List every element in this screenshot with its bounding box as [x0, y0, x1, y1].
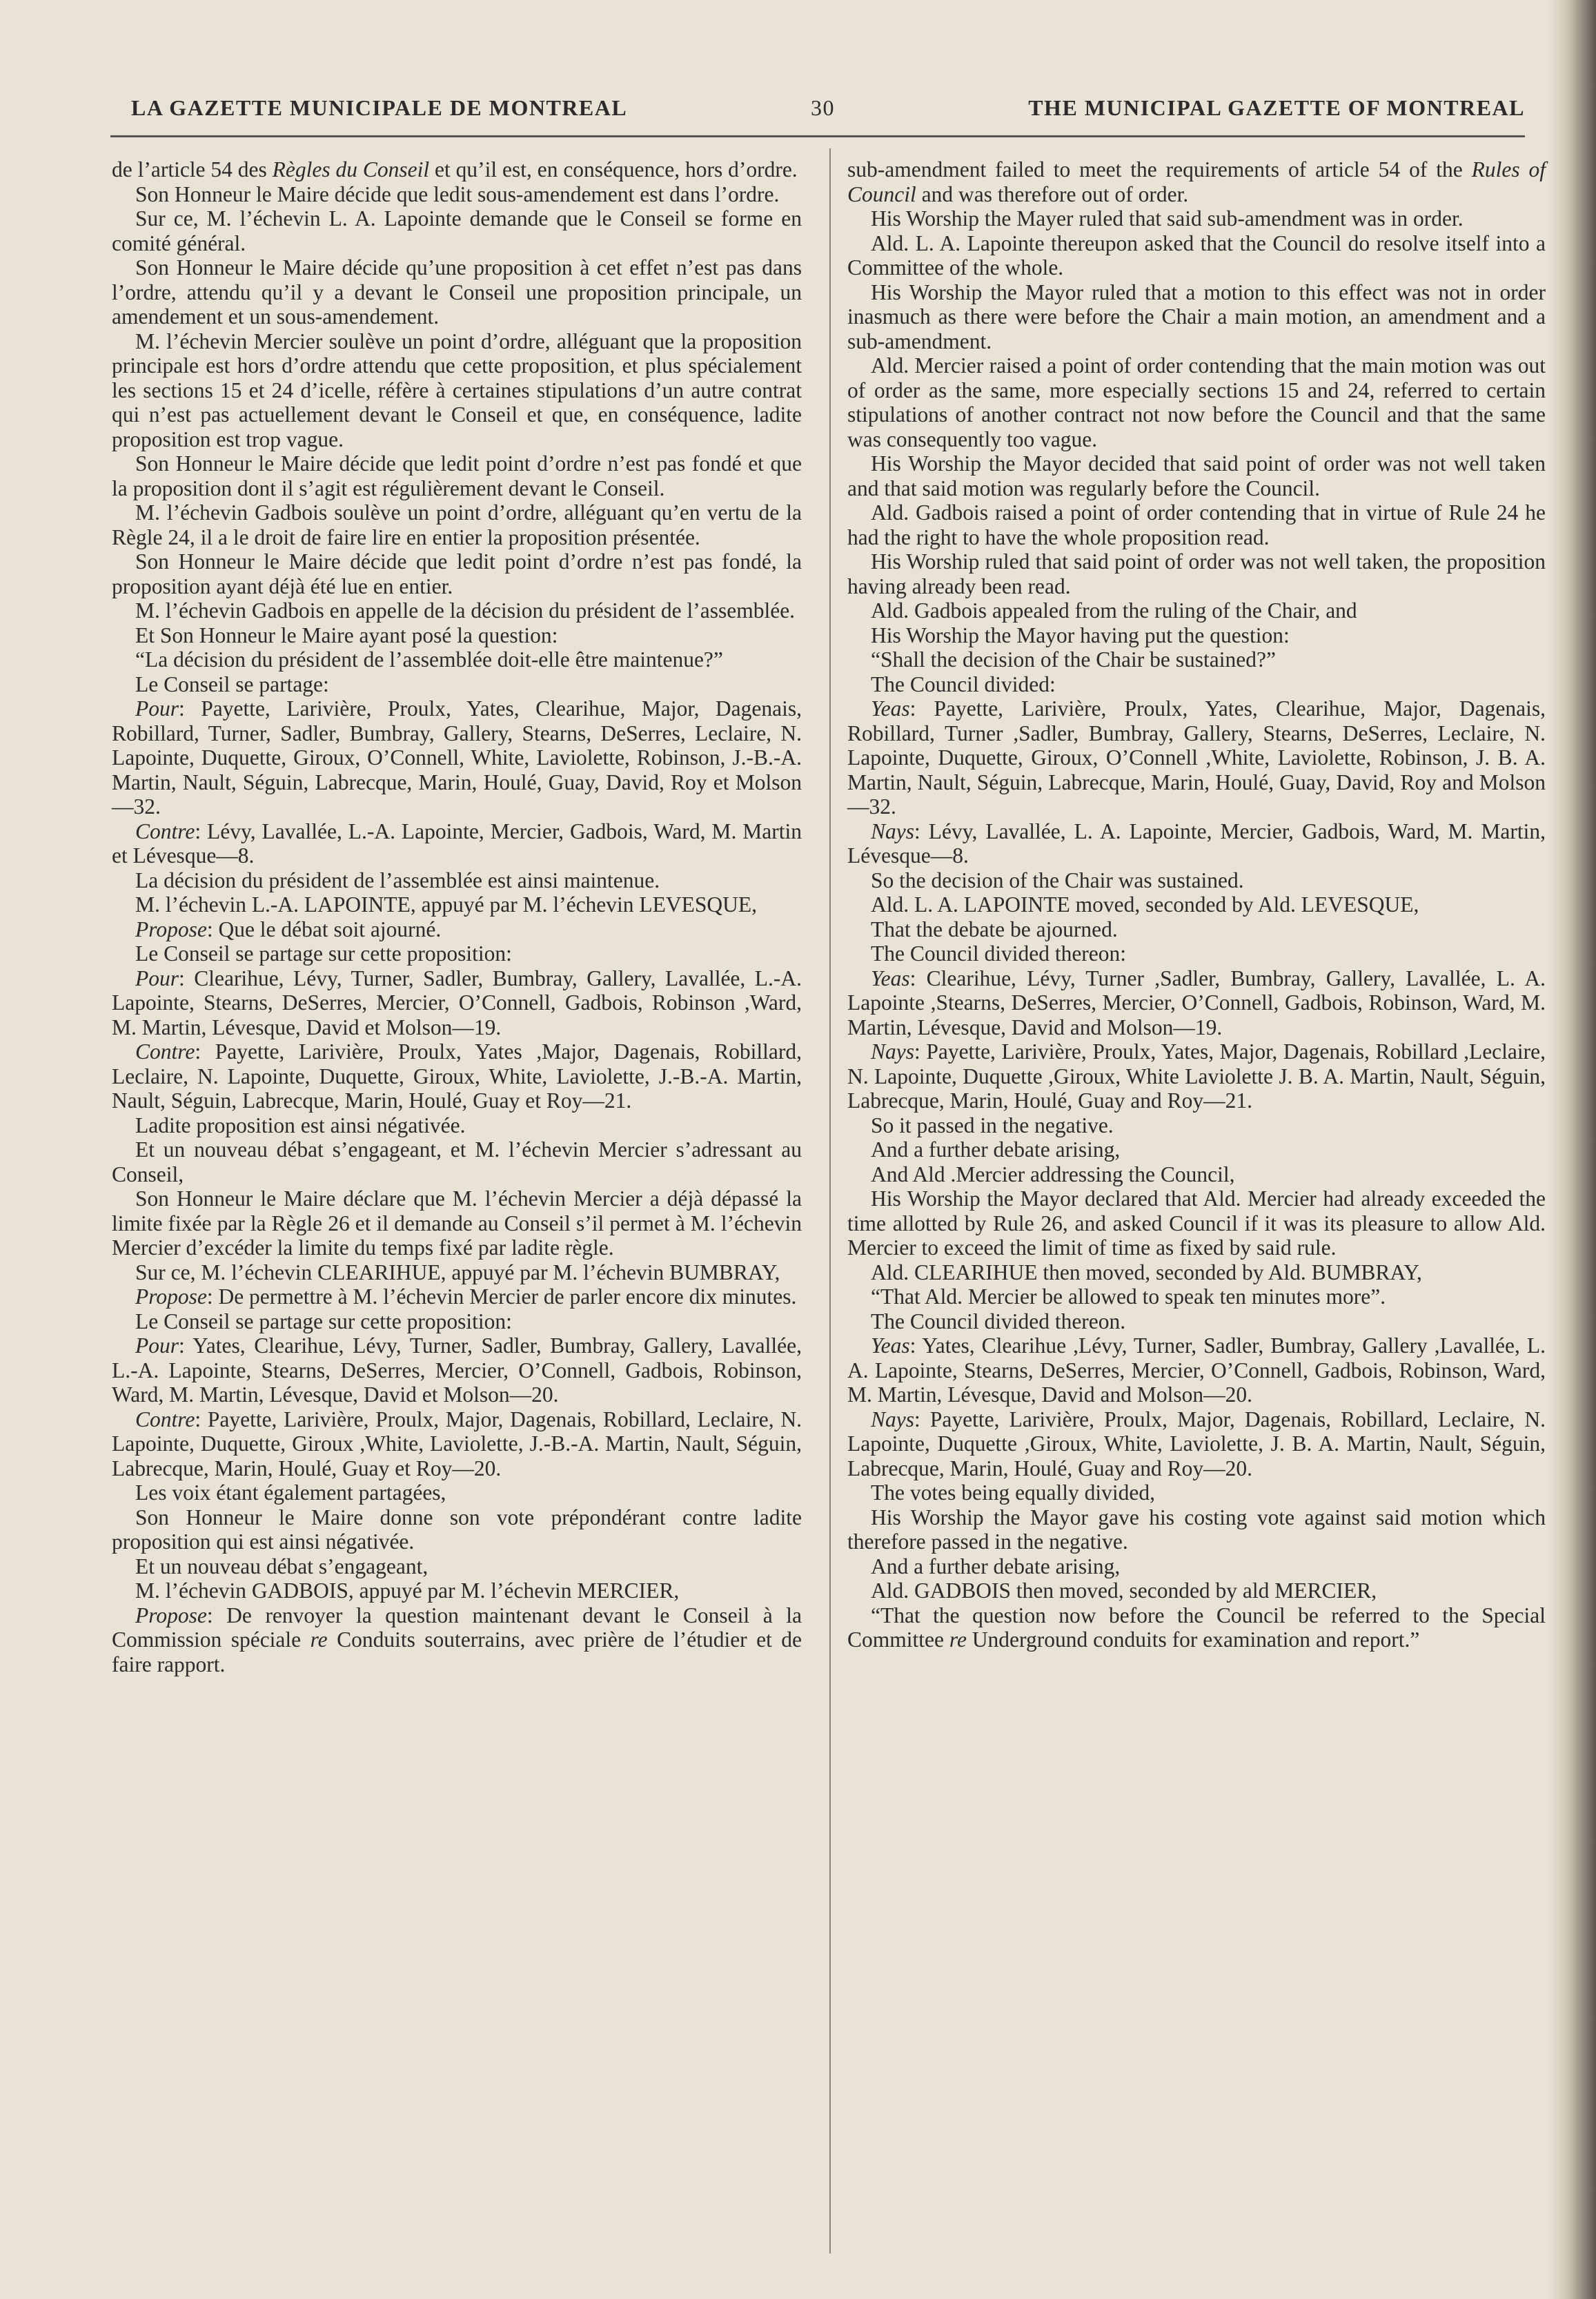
french-paragraph	[112, 892, 802, 917]
french-paragraph	[112, 917, 802, 942]
column-divider	[829, 148, 831, 2253]
paragraph-text: : Que le débat soit ajourné.	[206, 917, 442, 941]
header-french-title: LA GAZETTE MUNICIPALE DE MONTREAL	[131, 95, 628, 120]
english-paragraph	[847, 966, 1546, 1040]
paragraph-text: : Payette, Larivière, Proulx, Yates, Clearihue, Major, Dagenais, Robillard, Turner ,Sadler, Bumbray, Gallery, Stearns, DeSerres, Leclaire, N. Lapointe, Duquette, Giroux, O’Connell ,White, Laviolette, Robinson, J. B. A. Martin, Nault, Séguin, Labrecque, Marin, Houlé, Guay, David, Roy and Molson—32.	[847, 696, 1546, 819]
french-paragraph	[112, 157, 802, 182]
english-paragraph	[847, 696, 1546, 819]
italic-text: Rules of Council	[847, 157, 1546, 206]
english-paragraph	[847, 280, 1546, 354]
paragraph-text: La décision du président de l’assemblée est ainsi maintenue.	[135, 868, 660, 892]
french-paragraph	[112, 1407, 802, 1481]
english-column	[847, 157, 1546, 1652]
paragraph-text: sub-amendment failed to meet the requirements of article 54 of the	[847, 157, 1472, 182]
italic-text: Nays	[871, 1407, 914, 1431]
paragraph-text: The Council divided thereon.	[871, 1309, 1126, 1333]
french-paragraph	[112, 647, 802, 672]
english-paragraph	[847, 549, 1546, 598]
english-paragraph	[847, 1480, 1546, 1505]
italic-text: Contre	[135, 1039, 195, 1064]
paragraph-text: So it passed in the negative.	[871, 1113, 1114, 1137]
paragraph-text: His Worship the Mayor ruled that a motion to this effect was not in order inasmuch as there were before the Chair a main motion, an amendment and a sub-amendment.	[847, 280, 1546, 353]
french-paragraph	[112, 1137, 802, 1186]
paragraph-text: The votes being equally divided,	[871, 1480, 1156, 1505]
paragraph-text: : Payette, Larivière, Proulx, Major, Dagenais, Robillard, Leclaire, N. Lapointe, Duquette, Giroux ,White, Laviolette, J.-B.-A. Martin, Nault, Séguin, Labrecque, Marin, Houlé, Guay et Roy—20.	[112, 1407, 802, 1480]
paragraph-text: M. l’échevin GADBOIS, appuyé par M. l’échevin MERCIER,	[135, 1578, 680, 1603]
paragraph-text: de l’article 54 des	[112, 157, 273, 182]
paragraph-text: M. l’échevin L.-A. LAPOINTE, appuyé par M. l’échevin LEVESQUE,	[135, 892, 758, 917]
italic-text: Yeas	[871, 696, 910, 721]
english-paragraph	[847, 1309, 1546, 1334]
paragraph-text: Son Honneur le Maire décide que ledit point d’ordre n’est pas fondé, la proposition ayant déjà été lue en entier.	[112, 549, 802, 598]
paragraph-text: His Worship the Mayer ruled that said sub-amendment was in order.	[871, 206, 1464, 231]
french-paragraph	[112, 1333, 802, 1407]
paragraph-text: Le Conseil se partage:	[135, 672, 329, 696]
paragraph-text: That the debate be ajourned.	[871, 917, 1118, 941]
french-paragraph	[112, 966, 802, 1040]
french-paragraph	[112, 941, 802, 966]
english-paragraph	[847, 1407, 1546, 1481]
paragraph-text: Et un nouveau débat s’engageant,	[135, 1554, 428, 1578]
english-paragraph	[847, 819, 1546, 868]
italic-text: Pour	[135, 1333, 179, 1358]
english-paragraph	[847, 1137, 1546, 1162]
italic-text: Contre	[135, 819, 195, 843]
french-paragraph	[112, 206, 802, 255]
english-paragraph	[847, 1186, 1546, 1260]
english-paragraph	[847, 1284, 1546, 1309]
french-paragraph	[112, 329, 802, 452]
french-paragraph	[112, 451, 802, 500]
french-paragraph	[112, 500, 802, 549]
paragraph-text: Son Honneur le Maire décide que ledit point d’ordre n’est pas fondé et que la proposition dont il s’agit est régulièrement devant le Conseil.	[112, 451, 802, 500]
paragraph-text: Ald. L. A. LAPOINTE moved, seconded by Ald. LEVESQUE,	[871, 892, 1419, 917]
paragraph-text: : Payette, Larivière, Proulx, Yates, Clearihue, Major, Dagenais, Robillard, Turner, Sadler, Bumbray, Gallery, Stearns, DeSerres, Leclaire, N. Lapointe, Duquette, Giroux, O’Connell, White, Laviolette, Robinson, J.-B.-A. Martin, Nault, Séguin, Labrecque, Marin, Houlé, Guay, David, Roy et Molson—32.	[112, 696, 802, 819]
paragraph-text: Ald. L. A. Lapointe thereupon asked that the Council do resolve itself into a Committee of the whole.	[847, 231, 1546, 280]
paragraph-text: The Council divided:	[871, 672, 1056, 696]
french-paragraph	[112, 672, 802, 697]
english-paragraph	[847, 892, 1546, 917]
paragraph-text: Ald. CLEARIHUE then moved, seconded by Ald. BUMBRAY,	[871, 1260, 1422, 1284]
english-paragraph	[847, 1603, 1546, 1652]
paragraph-text: Ald. Gadbois raised a point of order contending that in virtue of Rule 24 he had the right to have the whole proposition read.	[847, 500, 1546, 549]
paragraph-text: His Worship ruled that said point of order was not well taken, the proposition having already been read.	[847, 549, 1546, 598]
italic-text: Propose	[135, 917, 207, 941]
paragraph-text: “That Ald. Mercier be allowed to speak ten minutes more”.	[871, 1284, 1386, 1309]
italic-text: Contre	[135, 1407, 195, 1431]
paragraph-text: “Shall the decision of the Chair be sustained?”	[871, 647, 1276, 672]
italic-text: Règles du Conseil	[272, 157, 430, 182]
paragraph-text: Son Honneur le Maire décide qu’une proposition à cet effet n’est pas dans l’ordre, attendu qu’il y a devant le Conseil une proposition principale, un amendement et un sous-amendement.	[112, 255, 802, 329]
paragraph-text: : De permettre à M. l’échevin Mercier de parler encore dix minutes.	[206, 1284, 797, 1309]
paragraph-text: : Clearihue, Lévy, Turner ,Sadler, Bumbray, Gallery, Lavallée, L. A. Lapointe ,Stearns, DeSerres, Mercier, O’Connell, Gadbois, Robinson, Ward, M. Martin, Lévesque, David and Molson—19.	[847, 966, 1546, 1039]
paragraph-text: Son Honneur le Maire décide que ledit sous-amendement est dans l’ordre.	[135, 182, 780, 206]
italic-text: Nays	[871, 819, 914, 843]
paragraph-text: : De renvoyer la question maintenant devant le Conseil à la Commission spéciale	[112, 1603, 802, 1652]
paragraph-text: : Payette, Larivière, Proulx, Major, Dagenais, Robillard, Leclaire, N. Lapointe, Duquette ,Giroux, White, Laviolette, J. B. A. Martin, Nault, Séguin, Labrecque, Marin, Houlé, Guay and Roy—20.	[847, 1407, 1546, 1480]
english-paragraph	[847, 672, 1546, 697]
french-paragraph	[112, 1186, 802, 1260]
french-paragraph	[112, 255, 802, 329]
paragraph-text: Conduits souterrains, avec prière de l’étudier et de faire rapport.	[112, 1627, 802, 1676]
french-paragraph	[112, 1260, 802, 1285]
paragraph-text: et qu’il est, en conséquence, hors d’ordre.	[429, 157, 798, 182]
paragraph-text: Ladite proposition est ainsi négativée.	[135, 1113, 466, 1137]
paragraph-text: The Council divided thereon:	[871, 941, 1127, 966]
english-paragraph	[847, 206, 1546, 231]
french-paragraph	[112, 623, 802, 648]
french-paragraph	[112, 1039, 802, 1113]
paragraph-text: Underground conduits for examination and report.”	[966, 1627, 1420, 1652]
paragraph-text: His Worship the Mayor having put the question:	[871, 623, 1290, 647]
paragraph-text: M. l’échevin Gadbois soulève un point d’ordre, alléguant qu’en vertu de la Règle 24, il a le droit de faire lire en entier la proposition présentée.	[112, 500, 802, 549]
header-english-title: THE MUNICIPAL GAZETTE OF MONTREAL	[1028, 95, 1525, 120]
paragraph-text: Les voix étant également partagées,	[135, 1480, 446, 1505]
header-rule	[110, 135, 1525, 137]
paragraph-text: And a further debate arising,	[871, 1137, 1121, 1162]
english-paragraph	[847, 1333, 1546, 1407]
italic-text: Propose	[135, 1284, 207, 1309]
english-paragraph	[847, 1039, 1546, 1113]
english-paragraph	[847, 1260, 1546, 1285]
paragraph-text: Et un nouveau débat s’engageant, et M. l’échevin Mercier s’adressant au Conseil,	[112, 1137, 802, 1186]
italic-text: re	[949, 1627, 967, 1652]
english-paragraph	[847, 941, 1546, 966]
english-paragraph	[847, 598, 1546, 623]
paragraph-text: : Yates, Clearihue, Lévy, Turner, Sadler, Bumbray, Gallery, Lavallée, L.-A. Lapointe, Stearns, DeSerres, Mercier, O’Connell, Gadbois, Robinson, Ward, M. Martin, Lévesque, David et Molson—20.	[112, 1333, 802, 1407]
paragraph-text: Le Conseil se partage sur cette proposition:	[135, 1309, 512, 1333]
french-paragraph	[112, 1505, 802, 1554]
italic-text: Propose	[135, 1603, 207, 1627]
paragraph-text: : Yates, Clearihue ,Lévy, Turner, Sadler, Bumbray, Gallery ,Lavallée, L. A. Lapointe, Stearns, DeSerres, Mercier, O’Connell, Gadbois, Robinson, Ward, M. Martin, Lévesque, David and Molson—20.	[847, 1333, 1546, 1407]
english-paragraph	[847, 647, 1546, 672]
french-paragraph	[112, 1603, 802, 1677]
english-paragraph	[847, 1578, 1546, 1603]
paragraph-text: and was therefore out of order.	[916, 182, 1189, 206]
paragraph-text: : Payette, Larivière, Proulx, Yates ,Major, Dagenais, Robillard, Leclaire, N. Lapointe, Duquette, Giroux, White, Laviolette, J.-B.-A. Martin, Nault, Séguin, Labrecque, Marin, Houlé, Guay et Roy—21.	[112, 1039, 802, 1113]
paragraph-text: And Ald .Mercier addressing the Council,	[871, 1162, 1235, 1186]
paragraph-text: Ald. Mercier raised a point of order contending that the main motion was out of order as the same, more especially sections 15 and 24, referred to certain stipulations of another contract not now before the Council and that the same was consequently too vague.	[847, 353, 1546, 451]
english-paragraph	[847, 1505, 1546, 1554]
paragraph-text: And a further debate arising,	[871, 1554, 1121, 1578]
french-paragraph	[112, 1554, 802, 1579]
italic-text: Nays	[871, 1039, 914, 1064]
paragraph-text: Sur ce, M. l’échevin CLEARIHUE, appuyé par M. l’échevin BUMBRAY,	[135, 1260, 780, 1284]
paragraph-text: Et Son Honneur le Maire ayant posé la question:	[135, 623, 558, 647]
paragraph-text: His Worship the Mayor decided that said point of order was not well taken and that said motion was regularly before the Council.	[847, 451, 1546, 500]
french-paragraph	[112, 598, 802, 623]
french-paragraph	[112, 1578, 802, 1603]
italic-text: Pour	[135, 696, 179, 721]
page-header	[110, 95, 1525, 130]
italic-text: Yeas	[871, 966, 910, 990]
english-paragraph	[847, 353, 1546, 451]
italic-text: Yeas	[871, 1333, 910, 1358]
english-paragraph	[847, 1554, 1546, 1579]
english-paragraph	[847, 1162, 1546, 1187]
french-paragraph	[112, 1113, 802, 1138]
english-paragraph	[847, 1113, 1546, 1138]
paragraph-text: : Payette, Larivière, Proulx, Yates, Major, Dagenais, Robillard ,Leclaire, N. Lapointe, Duquette ,Giroux, White Laviolette J. B. A. Martin, Nault, Séguin, Labrecque, Marin, Houlé, Guay and Roy—21.	[847, 1039, 1546, 1113]
page-number: 30	[811, 95, 835, 120]
english-paragraph	[847, 623, 1546, 648]
paragraph-text: M. l’échevin Mercier soulève un point d’ordre, alléguant que la proposition principale est hors d’ordre attendu que cette proposition, et plus spécialement les sections 15 et 24 d’icelle, réfère à certaines stipulations d’un autre contrat qui n’est pas actuellement devant le Conseil et que, en conséquence, ladite proposition est trop vague.	[112, 329, 802, 451]
french-paragraph	[112, 819, 802, 868]
paragraph-text: Le Conseil se partage sur cette proposition:	[135, 941, 512, 966]
french-paragraph	[112, 1284, 802, 1309]
paragraph-text: Son Honneur le Maire déclare que M. l’échevin Mercier a déjà dépassé la limite fixée par la Règle 26 et il demande au Conseil s’il permet à M. l’échevin Mercier d’excéder la limite du temps fixé par ladite règle.	[112, 1186, 802, 1260]
french-paragraph	[112, 1309, 802, 1334]
french-column	[112, 157, 802, 1676]
paragraph-text: “La décision du président de l’assemblée doit-elle être maintenue?”	[135, 647, 723, 672]
paragraph-text: “That the question now before the Council be referred to the Special Committee	[847, 1603, 1546, 1652]
paragraph-text: His Worship the Mayor gave his costing vote against said motion which therefore passed in the negative.	[847, 1505, 1546, 1554]
paragraph-text: M. l’échevin Gadbois en appelle de la décision du président de l’assemblée.	[135, 598, 796, 623]
page-binding-edge	[1548, 0, 1596, 2299]
french-paragraph	[112, 696, 802, 819]
french-paragraph	[112, 1480, 802, 1505]
paragraph-text: : Lévy, Lavallée, L.-A. Lapointe, Mercier, Gadbois, Ward, M. Martin et Lévesque—8.	[112, 819, 802, 868]
english-paragraph	[847, 917, 1546, 942]
paragraph-text: Ald. Gadbois appealed from the ruling of the Chair, and	[871, 598, 1357, 623]
paragraph-text: His Worship the Mayor declared that Ald. Mercier had already exceeded the time allotted by Rule 26, and asked Council if it was its pleasure to allow Ald. Mercier to exceed the limit of time as fixed by said rule.	[847, 1186, 1546, 1260]
english-paragraph	[847, 157, 1546, 206]
paragraph-text: : Clearihue, Lévy, Turner, Sadler, Bumbray, Gallery, Lavallée, L.-A. Lapointe, Stearns, DeSerres, Mercier, O’Connell, Gadbois, Robinson ,Ward, M. Martin, Lévesque, David et Molson—19.	[112, 966, 802, 1039]
english-paragraph	[847, 231, 1546, 280]
english-paragraph	[847, 500, 1546, 549]
paragraph-text: Ald. GADBOIS then moved, seconded by ald MERCIER,	[871, 1578, 1377, 1603]
italic-text: Pour	[135, 966, 179, 990]
paragraph-text: So the decision of the Chair was sustained.	[871, 868, 1244, 892]
english-paragraph	[847, 451, 1546, 500]
paragraph-text: : Lévy, Lavallée, L. A. Lapointe, Mercier, Gadbois, Ward, M. Martin, Lévesque—8.	[847, 819, 1546, 868]
french-paragraph	[112, 182, 802, 207]
english-paragraph	[847, 868, 1546, 893]
italic-text: re	[310, 1627, 328, 1652]
french-paragraph	[112, 549, 802, 598]
french-paragraph	[112, 868, 802, 893]
paragraph-text: Son Honneur le Maire donne son vote prépondérant contre ladite proposition qui est ainsi négativée.	[112, 1505, 802, 1554]
paragraph-text: Sur ce, M. l’échevin L. A. Lapointe demande que le Conseil se forme en comité général.	[112, 206, 802, 255]
